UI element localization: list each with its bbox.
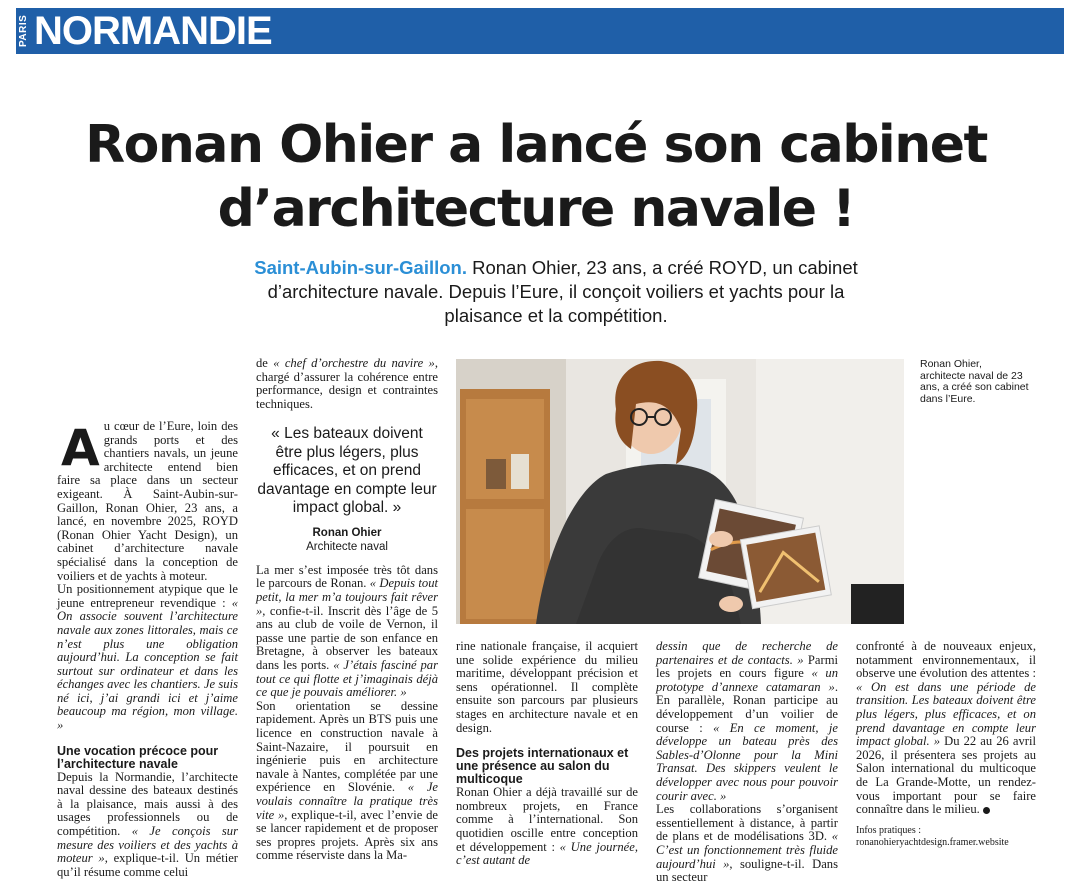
article-column-5	[856, 640, 1036, 849]
paragraph-text: Son orientation se dessine rapidement. Après un BTS puis une licence en construction navale à Saint-Nazaire, il poursuit en ingénierie puis en architecture navale à Nantes, complétée par une expérience en Slovénie.	[256, 698, 438, 795]
article-column-3	[456, 640, 638, 868]
pull-quote-role: Architecte naval	[306, 540, 388, 553]
article-column-2	[256, 357, 438, 863]
paragraph-text: , explique-t-il. Un métier qu’il résume comme celui	[57, 851, 238, 879]
paragraph	[57, 583, 238, 733]
practical-info-label: Infos pratiques :	[856, 824, 921, 836]
article-photo	[456, 359, 904, 624]
article-column-4	[656, 640, 838, 885]
quote-inline: dessin que de recherche de partenaires et de contacts. »	[656, 639, 838, 667]
quote-inline: « Depuis tout petit, la mer m’a toujours fait rêver »	[256, 576, 438, 618]
paragraph	[656, 640, 838, 803]
quote-inline: « On est dans une période de transition. Les bateaux doivent être plus légers, plus efficaces, et on prend davantage en compte leur impact global. »	[856, 679, 1036, 749]
paragraph-text: La mer s’est imposée très tôt dans le parcours de Ronan.	[256, 562, 438, 591]
quote-inline: « J’étais fasciné par tout ce qui flotte et j’imaginais déjà ce que je pouvais améliorer. »	[256, 658, 438, 700]
paragraph-text: de	[256, 356, 274, 370]
quote-inline: « Je voulais connaître la pratique très vite »	[256, 780, 438, 822]
paragraph-text: , souligne-t-il. Dans un secteur	[656, 856, 838, 885]
paragraph-text: Les collaborations s’organisent essentiellement à distance, à partir de plans et de modélisations 3D.	[656, 802, 838, 844]
masthead-paris: PARIS	[18, 14, 29, 48]
quote-inline: « Je conçois sur mesure des voiliers et des yachts à moteur »	[57, 824, 238, 866]
headline-line-1: Ronan Ohier a lancé son cabinet	[85, 115, 987, 175]
quote-inline: « Une journée, c’est autant de	[456, 839, 638, 868]
quote-inline: « En ce moment, je développe un bateau près des Sables-d’Olonne pour la Mini Transat. Des skippers veulent le développer avec nous pour pouvoir courir avec. »	[656, 720, 839, 803]
paragraph-text: Du 22 au 26 avril 2026, il présentera ses projets au Salon international du multicoque de La Grande-Motte, un rendez-vous important pour se faire connaître dans le milieu.	[856, 734, 1036, 817]
headline-line-2: d’architecture navale !	[217, 179, 855, 239]
paragraph-text: u cœur de l’Eure, loin des grands ports et des chantiers navals, un jeune architecte entend bien faire sa place dans un secteur exigeant. À Saint-Aubin-sur-Gaillon, Ronan Ohier, 23 ans, a lancé, en novembre 2025, ROYD (Ronan Ohier Yacht Design), un cabinet d’architecture navale spécialisé dans la conception de voiliers et de yachts à moteur.	[57, 419, 238, 583]
quote-inline: « On associe souvent l’architecture navale aux zones littorales, mais ce n’est plus une obligation aujourd’hui. La conception se fait surtout sur ordinateur et dans les échanges avec les chantiers. Je suis né ici, j’ai grandi ici et j’aime beaucoup ma région, mon village. »	[57, 595, 238, 733]
paragraph	[256, 700, 438, 863]
paragraph-text: , explique-t-il, avec l’envie de se lancer rapidement et de proposer ses propres projets. Après six ans comme réserviste dans la Ma-	[256, 807, 439, 863]
practical-info-url[interactable]: ronanohieryachtdesign.framer.website	[856, 836, 1009, 848]
standfirst-text: Ronan Ohier, 23 ans, a créé ROYD, un cabinet d’architecture navale. Depuis l’Eure, il conçoit voiliers et yachts pour la plaisance et la compétition.	[267, 257, 858, 326]
paragraph-text: Depuis la Normandie, l’architecte naval dessine des bateaux destinés à la plaisance, mais aussi à des usages professionnels ou de compétition.	[57, 769, 238, 839]
paragraph: rine nationale française, il acquiert une solide expérience du milieu maritime, développant précision et sens opérationnel. Il complète ensuite son parcours par plusieurs stages en architecture navale et en design.	[456, 639, 638, 735]
quote-inline: « C’est un fonctionnement très fluide aujourd’hui »	[656, 829, 838, 871]
practical-info	[856, 825, 1036, 849]
drop-cap: A	[61, 419, 100, 477]
masthead-title: NORMANDIE	[34, 9, 272, 53]
paragraph-text: Un positionnement atypique que le jeune entrepreneur revendique :	[57, 582, 238, 610]
quote-inline: « chef d’orchestre du navire »	[273, 356, 435, 370]
paragraph	[57, 420, 238, 583]
photo-caption: Ronan Ohier, architecte naval de 23 ans, a créé son cabinet dans l’Eure.	[920, 358, 1029, 405]
paragraph	[57, 771, 238, 880]
standfirst	[240, 256, 872, 328]
paragraph-text: . En parallèle, Ronan participe au développement d’un voilier de course :	[656, 679, 838, 735]
paragraph-text: , confie-t-il. Inscrit dès l’âge de 5 ans au club de voile de Vernon, il passe une partie de son enfance en Bretagne, à observer les bateaux dans les ports.	[256, 603, 438, 673]
subheading: Une vocation précoce pour l’architecture navale	[57, 743, 219, 771]
paragraph-text: Parmi les projets en cours figure	[656, 652, 838, 681]
paragraph	[256, 357, 438, 411]
paragraph-text: Ronan Ohier a déjà travaillé sur de nombreux projets, en France comme à l’international. Son quotidien oscille entre conception et développement :	[456, 785, 638, 854]
paragraph-text: , chargé d’assurer la cohérence entre performance, design et contraintes techniques.	[256, 356, 438, 411]
subheading: Des projets internationaux et une présence au salon du multicoque	[456, 746, 629, 787]
article-column-1	[57, 420, 238, 879]
paragraph-text: confronté à de nouveaux enjeux, notamment environnementaux, il observe une évolution des attentes :	[856, 639, 1036, 681]
photo-ronan-ohier	[456, 359, 904, 624]
standfirst-place: Saint-Aubin-sur-Gaillon.	[254, 257, 467, 278]
pull-quote-author: Ronan Ohier	[312, 526, 382, 539]
headline	[20, 113, 1052, 241]
end-of-article-icon	[983, 807, 990, 814]
paragraph	[856, 640, 1036, 817]
paragraph	[456, 786, 638, 868]
paragraph	[256, 564, 438, 700]
pull-quote: « Les bateaux doivent être plus légers, plus efficaces, et on prend davantage en compte leur impact global. »	[257, 425, 437, 517]
masthead	[16, 8, 1064, 54]
quote-inline: « un prototype d’annexe catamaran »	[656, 666, 838, 694]
paragraph	[656, 803, 838, 885]
